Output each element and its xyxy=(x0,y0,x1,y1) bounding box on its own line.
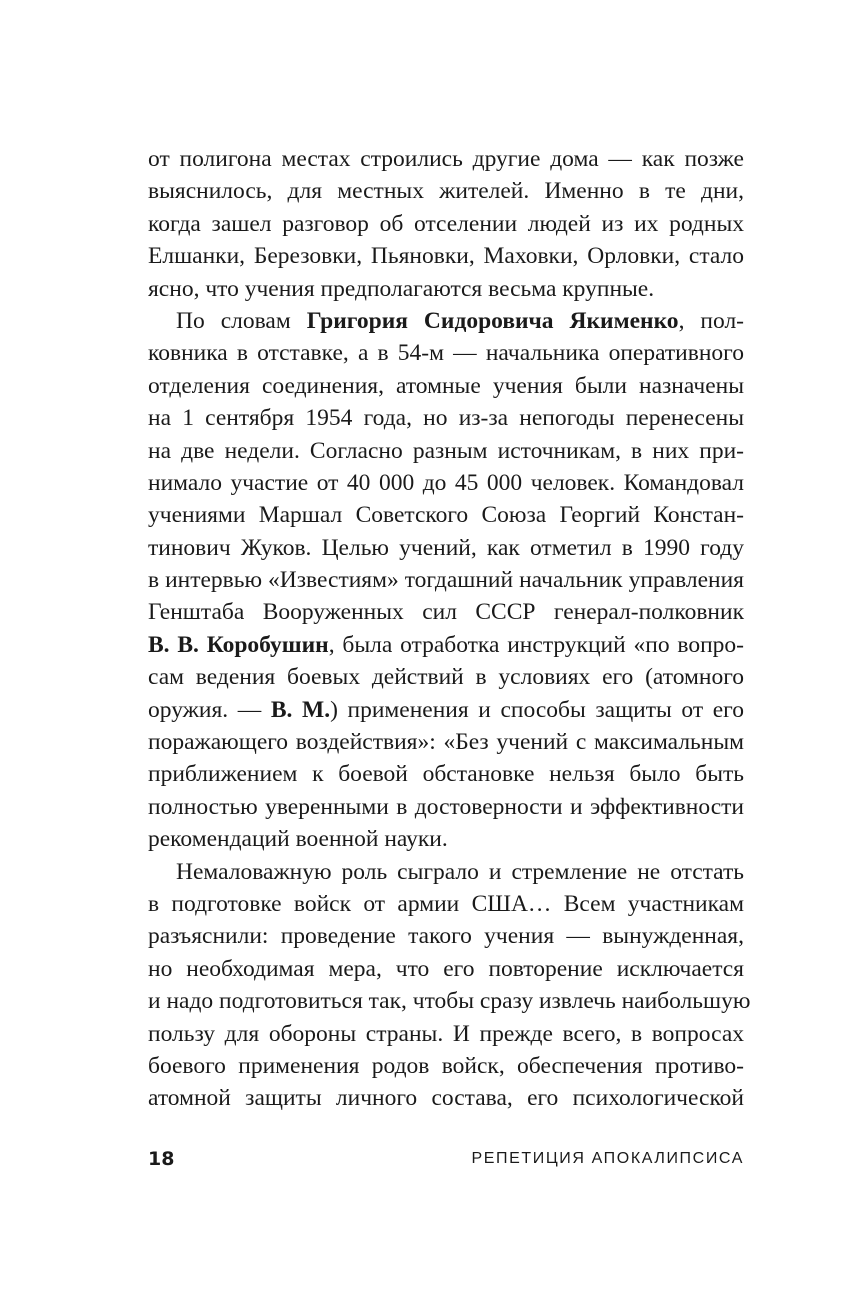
text-line: приближением к боевой обстановке нельзя было быть xyxy=(148,761,744,788)
text-line: полностью уверенными в достоверности и эффективности xyxy=(148,793,744,820)
text-line: Генштаба Вооруженных сил СССР генерал-полковник xyxy=(148,599,744,626)
text-line: но необходимая мера, что его повторение исключается xyxy=(148,955,744,982)
text-line: и надо подготовиться так, чтобы сразу извлечь наибольшую xyxy=(148,988,751,1015)
text-line: В. В. Коробушин, была отработка инструкций «по вопро- xyxy=(148,631,744,658)
text-line: ковника в отставке, а в 54-м — начальника оперативного xyxy=(148,340,744,367)
text-line: отделения соединения, атомные учения были назначены xyxy=(148,372,744,399)
text-line: выяснилось, для местных жителей. Именно в те дни, xyxy=(148,178,744,205)
text-line: тинович Жуков. Целью учений, как отметил в 1990 году xyxy=(148,534,744,561)
text-line: поражающего воздействия»: «Без учений с максимальным xyxy=(148,729,744,756)
page-footer xyxy=(148,1146,744,1172)
text-line: когда зашел разговор об отселении людей из их родных xyxy=(148,210,744,237)
text-line: в интервью «Известиям» тогдашний начальник управления xyxy=(148,567,744,594)
text-line: По словам Григория Сидоровича Якименко, пол- xyxy=(176,307,744,334)
bold-name: Григория Сидоровича Якименко xyxy=(306,307,679,334)
text-line: от полигона местах строились другие дома — как позже xyxy=(148,146,744,172)
text-line: оружия. — В. М.) применения и способы защиты от его xyxy=(148,696,744,723)
text-line: разъяснили: проведение такого учения — вынужденная, xyxy=(148,923,744,950)
text-line: нимало участие от 40 000 до 45 000 человек. Командовал xyxy=(148,469,744,496)
text-line: пользу для обороны страны. И прежде всего, в вопросах xyxy=(148,1020,744,1047)
running-title: РЕПЕТИЦИЯ АПОКАЛИПСИСА xyxy=(471,1150,744,1167)
bold-initials: В. М. xyxy=(270,696,331,723)
text-line: боевого применения родов войск, обеспечения противо- xyxy=(148,1052,744,1079)
page-number: 18 xyxy=(148,1148,175,1170)
bold-name: В. В. Коробушин xyxy=(148,631,329,658)
text-line: атомной защиты личного состава, его психологической xyxy=(148,1085,744,1112)
text-line: Елшанки, Березовки, Пьяновки, Маховки, Орловки, стало xyxy=(148,243,744,270)
text-line: в подготовке войск от армии США… Всем участникам xyxy=(148,890,744,917)
text-line: учениями Маршал Советского Союза Георгий Констан- xyxy=(148,502,744,529)
text-line: на две недели. Согласно разным источникам, в них при- xyxy=(148,437,744,464)
text-line: Немаловажную роль сыграло и стремление не отстать xyxy=(176,858,744,885)
text-line: на 1 сентября 1954 года, но из-за непогоды перенесены xyxy=(148,405,744,432)
text-line: ясно, что учения предполагаются весьма крупные. xyxy=(148,275,655,302)
text-line: сам ведения боевых действий в условиях его (атомного xyxy=(148,664,744,691)
body-text xyxy=(148,143,751,1115)
text-line: рекомендаций военной науки. xyxy=(148,826,448,853)
